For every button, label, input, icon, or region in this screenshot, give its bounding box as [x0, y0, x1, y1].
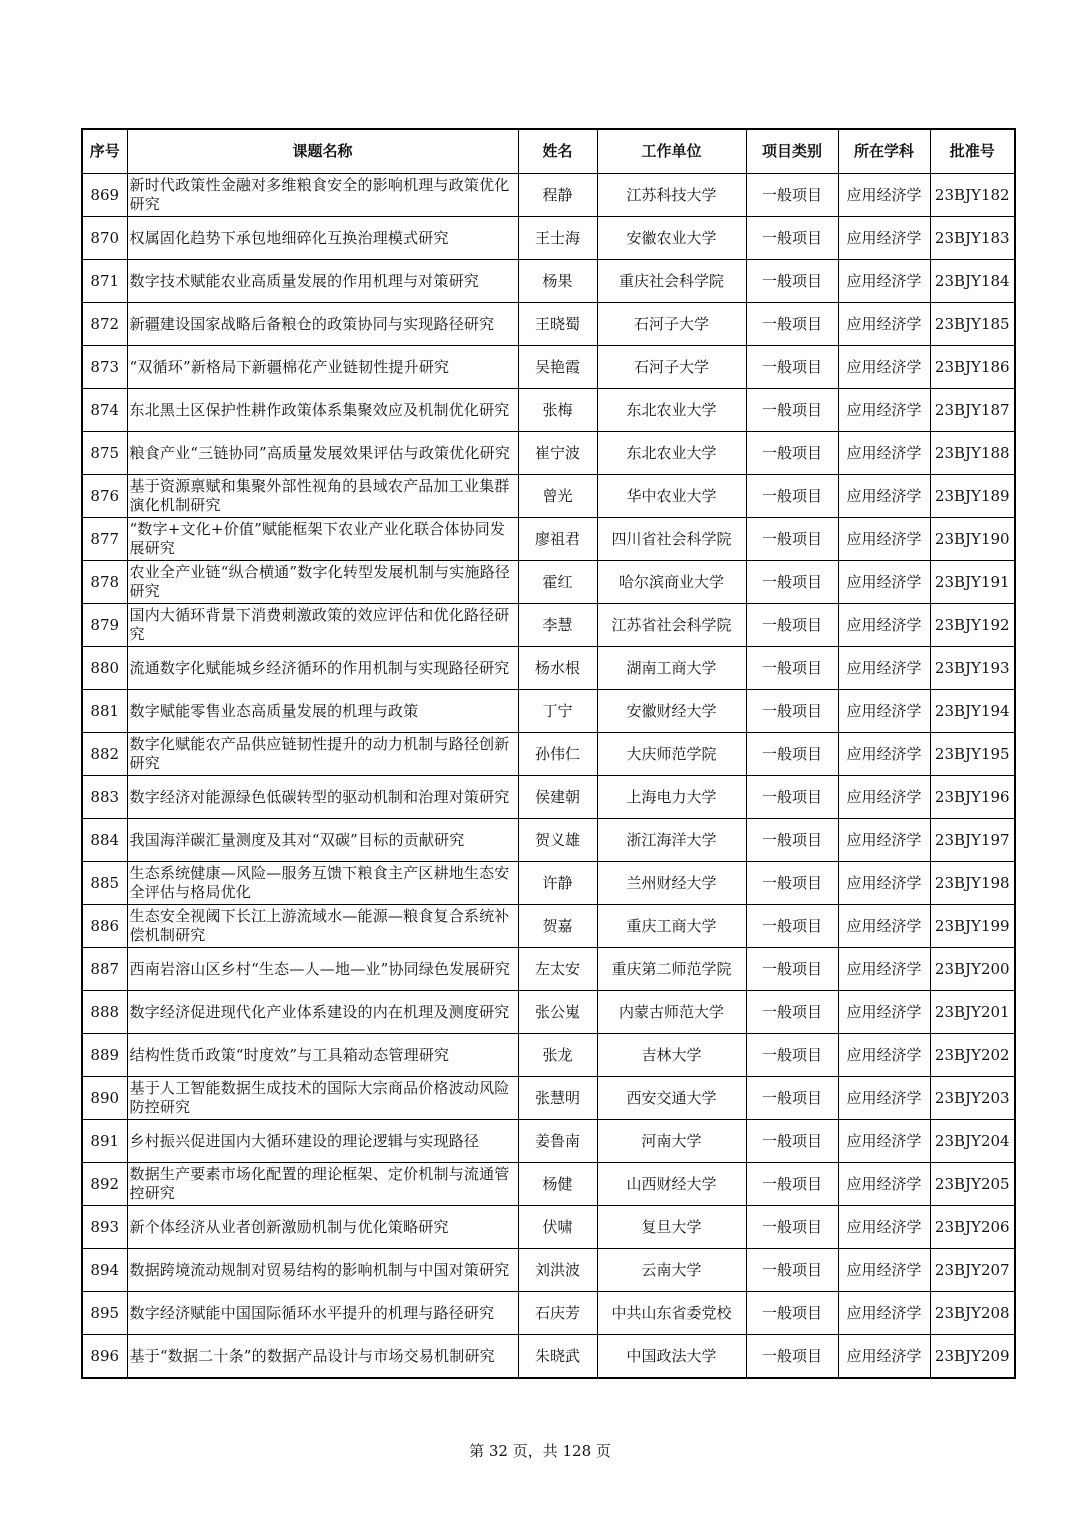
cell-unit: 安徽农业大学	[597, 217, 746, 260]
table-row	[82, 862, 1015, 905]
header-approval: 批准号	[930, 129, 1015, 174]
cell-discipline: 应用经济学	[838, 1335, 930, 1379]
cell-name: 杨水根	[518, 647, 597, 690]
cell-category: 一般项目	[746, 1163, 838, 1206]
cell-name: 石庆芳	[518, 1292, 597, 1335]
cell-category: 一般项目	[746, 604, 838, 647]
header-title: 课题名称	[127, 129, 518, 174]
table-row	[82, 991, 1015, 1034]
cell-approval: 23BJY189	[930, 475, 1015, 518]
cell-name: 曾光	[518, 475, 597, 518]
cell-approval: 23BJY207	[930, 1249, 1015, 1292]
table-row	[82, 346, 1015, 389]
table-row	[82, 948, 1015, 991]
cell-seq: 873	[82, 346, 127, 389]
cell-approval: 23BJY192	[930, 604, 1015, 647]
cell-unit: 山西财经大学	[597, 1163, 746, 1206]
cell-name: 贺嘉	[518, 905, 597, 948]
cell-unit: 中共山东省委党校	[597, 1292, 746, 1335]
cell-title: 数字经济对能源绿色低碳转型的驱动机制和治理对策研究	[127, 776, 518, 819]
cell-title: “数字+文化+价值”赋能框架下农业产业化联合体协同发展研究	[127, 518, 518, 561]
cell-discipline: 应用经济学	[838, 1077, 930, 1120]
cell-name: 张梅	[518, 389, 597, 432]
cell-seq: 871	[82, 260, 127, 303]
cell-approval: 23BJY187	[930, 389, 1015, 432]
cell-title: 生态安全视阈下长江上游流域水—能源—粮食复合系统补偿机制研究	[127, 905, 518, 948]
cell-name: 朱晓武	[518, 1335, 597, 1379]
cell-approval: 23BJY206	[930, 1206, 1015, 1249]
cell-title: 权属固化趋势下承包地细碎化互换治理模式研究	[127, 217, 518, 260]
cell-title: 粮食产业“三链协同”高质量发展效果评估与政策优化研究	[127, 432, 518, 475]
table-row	[82, 1034, 1015, 1077]
cell-seq: 896	[82, 1335, 127, 1379]
cell-title: 结构性货币政策“时度效”与工具箱动态管理研究	[127, 1034, 518, 1077]
cell-approval: 23BJY185	[930, 303, 1015, 346]
cell-seq: 891	[82, 1120, 127, 1163]
cell-unit: 中国政法大学	[597, 1335, 746, 1379]
cell-seq: 892	[82, 1163, 127, 1206]
cell-name: 崔宁波	[518, 432, 597, 475]
header-name: 姓名	[518, 129, 597, 174]
header-seq: 序号	[82, 129, 127, 174]
cell-unit: 石河子大学	[597, 303, 746, 346]
table-row	[82, 217, 1015, 260]
cell-discipline: 应用经济学	[838, 604, 930, 647]
cell-name: 李慧	[518, 604, 597, 647]
cell-unit: 重庆工商大学	[597, 905, 746, 948]
cell-unit: 东北农业大学	[597, 432, 746, 475]
cell-approval: 23BJY186	[930, 346, 1015, 389]
cell-seq: 870	[82, 217, 127, 260]
cell-unit: 西安交通大学	[597, 1077, 746, 1120]
cell-approval: 23BJY196	[930, 776, 1015, 819]
cell-name: 左太安	[518, 948, 597, 991]
cell-category: 一般项目	[746, 475, 838, 518]
cell-title: 我国海洋碳汇量测度及其对“双碳”目标的贡献研究	[127, 819, 518, 862]
cell-seq: 879	[82, 604, 127, 647]
cell-unit: 湖南工商大学	[597, 647, 746, 690]
table-row	[82, 1292, 1015, 1335]
cell-seq: 874	[82, 389, 127, 432]
cell-title: 流通数字化赋能城乡经济循环的作用机制与实现路径研究	[127, 647, 518, 690]
cell-seq: 880	[82, 647, 127, 690]
cell-seq: 887	[82, 948, 127, 991]
table-row	[82, 1120, 1015, 1163]
cell-title: 生态系统健康—风险—服务互馈下粮食主产区耕地生态安全评估与格局优化	[127, 862, 518, 905]
cell-unit: 浙江海洋大学	[597, 819, 746, 862]
cell-approval: 23BJY201	[930, 991, 1015, 1034]
table-row	[82, 1335, 1015, 1379]
cell-category: 一般项目	[746, 1120, 838, 1163]
cell-category: 一般项目	[746, 1249, 838, 1292]
table-row	[82, 1077, 1015, 1120]
cell-discipline: 应用经济学	[838, 303, 930, 346]
cell-unit: 重庆社会科学院	[597, 260, 746, 303]
cell-title: 数字经济促进现代化产业体系建设的内在机理及测度研究	[127, 991, 518, 1034]
cell-name: 许静	[518, 862, 597, 905]
cell-seq: 888	[82, 991, 127, 1034]
cell-discipline: 应用经济学	[838, 948, 930, 991]
cell-name: 杨健	[518, 1163, 597, 1206]
table-row	[82, 1206, 1015, 1249]
cell-name: 张慧明	[518, 1077, 597, 1120]
cell-category: 一般项目	[746, 217, 838, 260]
cell-title: 东北黑土区保护性耕作政策体系集聚效应及机制优化研究	[127, 389, 518, 432]
cell-category: 一般项目	[746, 432, 838, 475]
cell-approval: 23BJY183	[930, 217, 1015, 260]
header-discipline: 所在学科	[838, 129, 930, 174]
cell-unit: 复旦大学	[597, 1206, 746, 1249]
cell-category: 一般项目	[746, 948, 838, 991]
table-body	[82, 174, 1015, 1379]
cell-category: 一般项目	[746, 991, 838, 1034]
cell-name: 霍红	[518, 561, 597, 604]
cell-title: 新个体经济从业者创新激励机制与优化策略研究	[127, 1206, 518, 1249]
table-row	[82, 303, 1015, 346]
cell-discipline: 应用经济学	[838, 1034, 930, 1077]
table-header-row	[82, 129, 1015, 174]
cell-title: 新疆建设国家战略后备粮仓的政策协同与实现路径研究	[127, 303, 518, 346]
cell-unit: 东北农业大学	[597, 389, 746, 432]
cell-name: 伏啸	[518, 1206, 597, 1249]
cell-approval: 23BJY198	[930, 862, 1015, 905]
cell-seq: 883	[82, 776, 127, 819]
cell-discipline: 应用经济学	[838, 518, 930, 561]
cell-category: 一般项目	[746, 303, 838, 346]
cell-approval: 23BJY208	[930, 1292, 1015, 1335]
cell-category: 一般项目	[746, 733, 838, 776]
cell-title: 数字化赋能农产品供应链韧性提升的动力机制与路径创新研究	[127, 733, 518, 776]
cell-category: 一般项目	[746, 1206, 838, 1249]
table-row	[82, 432, 1015, 475]
cell-approval: 23BJY184	[930, 260, 1015, 303]
cell-title: 国内大循环背景下消费刺激政策的效应评估和优化路径研究	[127, 604, 518, 647]
table-row	[82, 776, 1015, 819]
cell-discipline: 应用经济学	[838, 1206, 930, 1249]
cell-category: 一般项目	[746, 1077, 838, 1120]
cell-seq: 895	[82, 1292, 127, 1335]
cell-title: 西南岩溶山区乡村“生态—人—地—业”协同绿色发展研究	[127, 948, 518, 991]
cell-category: 一般项目	[746, 389, 838, 432]
cell-seq: 876	[82, 475, 127, 518]
cell-approval: 23BJY205	[930, 1163, 1015, 1206]
cell-discipline: 应用经济学	[838, 690, 930, 733]
cell-approval: 23BJY203	[930, 1077, 1015, 1120]
table-row	[82, 733, 1015, 776]
table-row	[82, 819, 1015, 862]
cell-discipline: 应用经济学	[838, 776, 930, 819]
cell-discipline: 应用经济学	[838, 1163, 930, 1206]
cell-name: 张公嵬	[518, 991, 597, 1034]
cell-discipline: 应用经济学	[838, 862, 930, 905]
table-row	[82, 260, 1015, 303]
cell-seq: 886	[82, 905, 127, 948]
cell-unit: 上海电力大学	[597, 776, 746, 819]
cell-discipline: 应用经济学	[838, 1249, 930, 1292]
table-row	[82, 561, 1015, 604]
project-table	[81, 128, 1016, 1379]
cell-seq: 875	[82, 432, 127, 475]
table-row	[82, 475, 1015, 518]
cell-unit: 江苏省社会科学院	[597, 604, 746, 647]
header-unit: 工作单位	[597, 129, 746, 174]
cell-title: 数字经济赋能中国国际循环水平提升的机理与路径研究	[127, 1292, 518, 1335]
cell-approval: 23BJY182	[930, 174, 1015, 217]
cell-name: 姜鲁南	[518, 1120, 597, 1163]
cell-category: 一般项目	[746, 690, 838, 733]
cell-category: 一般项目	[746, 518, 838, 561]
cell-approval: 23BJY191	[930, 561, 1015, 604]
cell-seq: 894	[82, 1249, 127, 1292]
cell-category: 一般项目	[746, 647, 838, 690]
cell-discipline: 应用经济学	[838, 733, 930, 776]
cell-unit: 哈尔滨商业大学	[597, 561, 746, 604]
header-category: 项目类别	[746, 129, 838, 174]
cell-unit: 石河子大学	[597, 346, 746, 389]
table-row	[82, 1163, 1015, 1206]
table-row	[82, 174, 1015, 217]
cell-name: 王士海	[518, 217, 597, 260]
cell-category: 一般项目	[746, 1292, 838, 1335]
cell-discipline: 应用经济学	[838, 1120, 930, 1163]
cell-title: 数字赋能零售业态高质量发展的机理与政策	[127, 690, 518, 733]
cell-name: 侯建朝	[518, 776, 597, 819]
cell-seq: 890	[82, 1077, 127, 1120]
cell-discipline: 应用经济学	[838, 1292, 930, 1335]
cell-discipline: 应用经济学	[838, 174, 930, 217]
cell-seq: 878	[82, 561, 127, 604]
cell-approval: 23BJY199	[930, 905, 1015, 948]
cell-title: 基于人工智能数据生成技术的国际大宗商品价格波动风险防控研究	[127, 1077, 518, 1120]
cell-category: 一般项目	[746, 1335, 838, 1379]
cell-category: 一般项目	[746, 862, 838, 905]
cell-discipline: 应用经济学	[838, 561, 930, 604]
table-row	[82, 389, 1015, 432]
table-row	[82, 604, 1015, 647]
cell-category: 一般项目	[746, 346, 838, 389]
cell-approval: 23BJY194	[930, 690, 1015, 733]
table-row	[82, 518, 1015, 561]
cell-unit: 重庆第二师范学院	[597, 948, 746, 991]
cell-approval: 23BJY197	[930, 819, 1015, 862]
cell-approval: 23BJY195	[930, 733, 1015, 776]
cell-unit: 四川省社会科学院	[597, 518, 746, 561]
cell-unit: 安徽财经大学	[597, 690, 746, 733]
cell-title: 基于“数据二十条”的数据产品设计与市场交易机制研究	[127, 1335, 518, 1379]
cell-discipline: 应用经济学	[838, 217, 930, 260]
cell-unit: 吉林大学	[597, 1034, 746, 1077]
cell-approval: 23BJY193	[930, 647, 1015, 690]
cell-unit: 江苏科技大学	[597, 174, 746, 217]
cell-approval: 23BJY202	[930, 1034, 1015, 1077]
cell-discipline: 应用经济学	[838, 346, 930, 389]
cell-name: 吴艳霞	[518, 346, 597, 389]
table-row	[82, 905, 1015, 948]
cell-name: 廖祖君	[518, 518, 597, 561]
cell-name: 丁宁	[518, 690, 597, 733]
cell-seq: 869	[82, 174, 127, 217]
cell-seq: 885	[82, 862, 127, 905]
cell-approval: 23BJY200	[930, 948, 1015, 991]
cell-name: 程静	[518, 174, 597, 217]
cell-title: 农业全产业链“纵合横通”数字化转型发展机制与实施路径研究	[127, 561, 518, 604]
cell-discipline: 应用经济学	[838, 475, 930, 518]
cell-unit: 兰州财经大学	[597, 862, 746, 905]
cell-name: 刘洪波	[518, 1249, 597, 1292]
cell-category: 一般项目	[746, 776, 838, 819]
cell-title: 基于资源禀赋和集聚外部性视角的县域农产品加工业集群演化机制研究	[127, 475, 518, 518]
cell-title: 数据跨境流动规制对贸易结构的影响机制与中国对策研究	[127, 1249, 518, 1292]
cell-name: 贺义雄	[518, 819, 597, 862]
table-row	[82, 647, 1015, 690]
cell-discipline: 应用经济学	[838, 647, 930, 690]
cell-name: 张龙	[518, 1034, 597, 1077]
cell-discipline: 应用经济学	[838, 819, 930, 862]
table-row	[82, 1249, 1015, 1292]
cell-unit: 内蒙古师范大学	[597, 991, 746, 1034]
cell-seq: 882	[82, 733, 127, 776]
cell-category: 一般项目	[746, 905, 838, 948]
cell-title: “双循环”新格局下新疆棉花产业链韧性提升研究	[127, 346, 518, 389]
cell-seq: 881	[82, 690, 127, 733]
page-footer: 第 32 页，共 128 页	[469, 1442, 611, 1460]
cell-title: 数据生产要素市场化配置的理论框架、定价机制与流通管控研究	[127, 1163, 518, 1206]
cell-discipline: 应用经济学	[838, 991, 930, 1034]
cell-approval: 23BJY204	[930, 1120, 1015, 1163]
cell-category: 一般项目	[746, 819, 838, 862]
cell-approval: 23BJY190	[930, 518, 1015, 561]
cell-seq: 884	[82, 819, 127, 862]
cell-name: 王晓蜀	[518, 303, 597, 346]
cell-unit: 大庆师范学院	[597, 733, 746, 776]
cell-discipline: 应用经济学	[838, 905, 930, 948]
cell-approval: 23BJY188	[930, 432, 1015, 475]
cell-seq: 893	[82, 1206, 127, 1249]
cell-category: 一般项目	[746, 561, 838, 604]
cell-category: 一般项目	[746, 1034, 838, 1077]
cell-category: 一般项目	[746, 260, 838, 303]
cell-title: 数字技术赋能农业高质量发展的作用机理与对策研究	[127, 260, 518, 303]
cell-category: 一般项目	[746, 174, 838, 217]
cell-title: 乡村振兴促进国内大循环建设的理论逻辑与实现路径	[127, 1120, 518, 1163]
cell-unit: 云南大学	[597, 1249, 746, 1292]
cell-approval: 23BJY209	[930, 1335, 1015, 1379]
table-row	[82, 690, 1015, 733]
cell-seq: 889	[82, 1034, 127, 1077]
cell-discipline: 应用经济学	[838, 260, 930, 303]
cell-discipline: 应用经济学	[838, 432, 930, 475]
cell-name: 孙伟仁	[518, 733, 597, 776]
cell-name: 杨果	[518, 260, 597, 303]
cell-unit: 河南大学	[597, 1120, 746, 1163]
cell-seq: 872	[82, 303, 127, 346]
cell-discipline: 应用经济学	[838, 389, 930, 432]
cell-seq: 877	[82, 518, 127, 561]
cell-unit: 华中农业大学	[597, 475, 746, 518]
cell-title: 新时代政策性金融对多维粮食安全的影响机理与政策优化研究	[127, 174, 518, 217]
